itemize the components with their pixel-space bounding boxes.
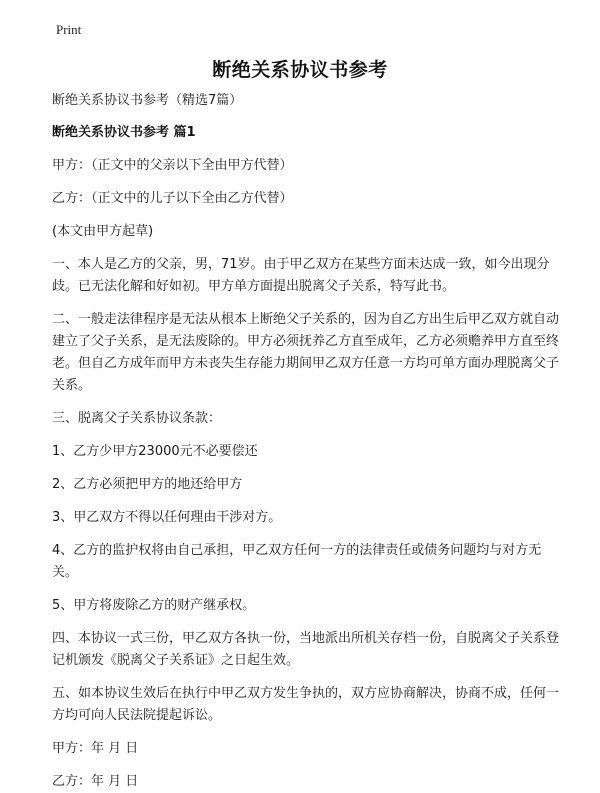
party-b-signature-date: 乙方：年 月 日: [52, 774, 139, 789]
term-item-3: 3、甲乙双方不得以任何理由干涉对方。: [52, 510, 282, 525]
party-a-signature-date: 甲方：年 月 日: [52, 741, 139, 756]
document-subtitle: 断绝关系协议书参考（精选7篇）: [52, 93, 243, 108]
clause-three-heading: 三、脱离父子关系协议条款：: [52, 411, 222, 426]
clause-four: 四、本协议一式三份，甲乙双方各执一份，当地派出所机关存档一份，自脱离父子关系登记机颁发《脱离父子关系证》之日起生效。: [52, 631, 560, 668]
clause-two: 二、一般走法律程序是无法从根本上断绝父子关系的，因为自乙方出生后甲乙双方就自动建立了父子关系，是无法废除的。甲方必须抚养乙方直至成年，乙方必须赡养甲方直至终老。但自乙方成年而甲方未丧失生存能力期间甲乙双方任意一方均可单方面办理脱离父子关系。: [52, 312, 560, 393]
print-link[interactable]: Print: [56, 22, 82, 37]
drafter-note: (本文由甲方起草): [52, 224, 154, 239]
clause-one: 一、本人是乙方的父亲，男，71岁。由于甲乙双方在某些方面未达成一致，如今出现分歧。已无法化解和好如初。甲方单方面提出脱离父子关系，特写此书。: [52, 257, 550, 294]
term-item-1: 1、乙方少甲方23000元不必要偿还: [52, 444, 258, 459]
document-title: 断绝关系协议书参考: [212, 59, 388, 81]
clause-five: 五、如本协议生效后在执行中甲乙双方发生争执的，双方应协商解决，协商不成，任何一方均可向人民法院提起诉讼。: [52, 686, 560, 723]
term-item-5: 5、甲方将废除乙方的财产继承权。: [52, 598, 256, 613]
party-a-line: 甲方：（正文中的父亲以下全由甲方代替）: [52, 158, 293, 173]
document-body: [52, 90, 560, 793]
term-item-2: 2、乙方必须把甲方的地还给甲方: [52, 477, 243, 492]
section-heading: 断绝关系协议书参考 篇1: [52, 125, 196, 140]
term-item-4: 4、乙方的监护权将由自己承担，甲乙双方任何一方的法律责任或债务问题均与对方无关。: [52, 543, 542, 580]
party-b-line: 乙方：（正文中的儿子以下全由乙方代替）: [52, 191, 293, 206]
